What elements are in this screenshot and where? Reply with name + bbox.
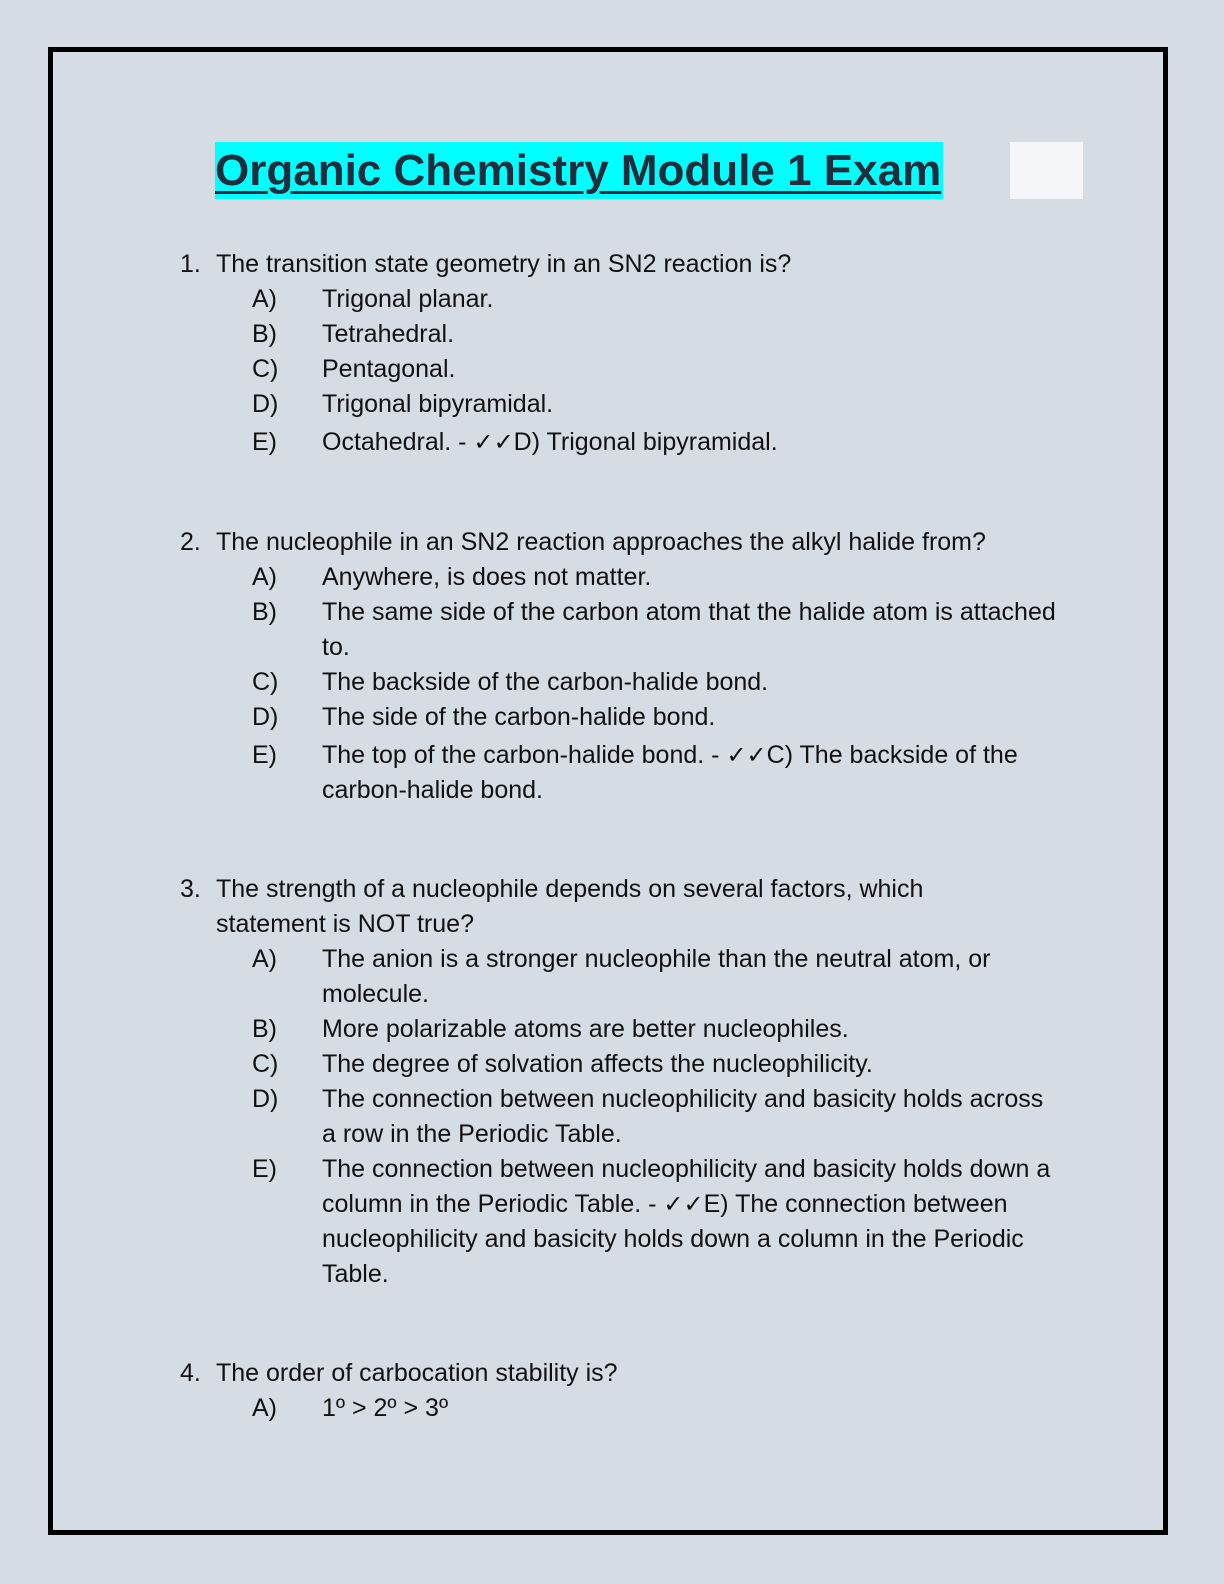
option-b <box>252 317 1080 352</box>
option-text: The top of the carbon-halide bond. - <box>322 741 727 769</box>
option-text: Octahedral. - <box>322 428 474 456</box>
option-letter: C) <box>252 355 279 383</box>
option-letter: D) <box>252 390 279 418</box>
double-check-icon: ✓✓ <box>473 428 514 456</box>
question-number: 3. <box>180 875 201 903</box>
option-text: More polarizable atoms are better nucleophiles. <box>322 1015 849 1043</box>
option-c <box>252 1047 1080 1082</box>
option-text-with-answer <box>322 738 1057 808</box>
option-letter: E) <box>252 428 277 456</box>
option-letter: D) <box>252 1085 279 1113</box>
title-block <box>215 142 1083 199</box>
answer-text: D) Trigonal bipyramidal. <box>513 428 778 456</box>
option-text: The degree of solvation affects the nucleophilicity. <box>322 1050 873 1078</box>
option-letter: E) <box>252 1155 277 1183</box>
question-2 <box>180 525 1080 808</box>
option-a <box>252 282 1080 317</box>
option-d <box>252 387 1080 422</box>
option-text-with-answer <box>322 1152 1057 1292</box>
option-a <box>252 560 1080 595</box>
title-blank-box <box>1010 142 1083 199</box>
question-3 <box>180 872 1080 1292</box>
option-letter: D) <box>252 703 279 731</box>
option-a <box>252 1391 1080 1426</box>
option-letter: C) <box>252 668 279 696</box>
option-text: The anion is a stronger nucleophile than the neutral atom, or molecule. <box>322 945 991 1008</box>
option-b <box>252 595 1080 665</box>
question-1 <box>180 247 1080 460</box>
option-text: The connection between nucleophilicity and basicity holds across a row in the Periodic Table. <box>322 1085 1044 1148</box>
double-check-icon: ✓✓ <box>663 1190 704 1218</box>
option-text: The same side of the carbon atom that the halide atom is attached to. <box>322 598 1056 661</box>
question-number: 2. <box>180 528 201 556</box>
option-letter: A) <box>252 1394 277 1422</box>
option-text: 1º > 2º > 3º <box>322 1394 449 1422</box>
question-number: 1. <box>180 250 201 278</box>
option-a <box>252 942 1080 1012</box>
option-letter: B) <box>252 320 277 348</box>
question-text: The strength of a nucleophile depends on several factors, which statement is NOT true? <box>216 875 924 938</box>
option-text-with-answer <box>322 425 1057 460</box>
option-text: Anywhere, is does not matter. <box>322 563 652 591</box>
option-e <box>252 738 1080 808</box>
question-4 <box>180 1356 1080 1426</box>
option-d <box>252 700 1080 735</box>
question-text: The transition state geometry in an SN2 reaction is? <box>216 250 792 278</box>
double-check-icon: ✓✓ <box>726 741 767 769</box>
option-letter: B) <box>252 1015 277 1043</box>
option-letter: A) <box>252 563 277 591</box>
option-text: Trigonal bipyramidal. <box>322 390 554 418</box>
option-b <box>252 1012 1080 1047</box>
option-text: Trigonal planar. <box>322 285 494 313</box>
option-letter: B) <box>252 598 277 626</box>
option-e <box>252 425 1080 460</box>
option-text: Pentagonal. <box>322 355 456 383</box>
option-text: The backside of the carbon-halide bond. <box>322 668 769 696</box>
option-letter: E) <box>252 741 277 769</box>
answer-text: E) The connection between nucleophilicity and basicity holds down a column in the Periodic Table. <box>322 1190 1024 1288</box>
option-letter: A) <box>252 945 277 973</box>
option-letter: C) <box>252 1050 279 1078</box>
question-text: The nucleophile in an SN2 reaction approaches the alkyl halide from? <box>216 528 986 556</box>
page-title: Organic Chemistry Module 1 Exam <box>215 142 943 199</box>
option-text: The connection between nucleophilicity and basicity holds down a column in the Periodic Table. - <box>322 1155 1051 1218</box>
question-number: 4. <box>180 1359 201 1387</box>
option-e <box>252 1152 1080 1292</box>
option-text: The side of the carbon-halide bond. <box>322 703 716 731</box>
option-c <box>252 665 1080 700</box>
option-d <box>252 1082 1080 1152</box>
option-letter: A) <box>252 285 277 313</box>
option-text: Tetrahedral. <box>322 320 455 348</box>
option-c <box>252 352 1080 387</box>
question-text: The order of carbocation stability is? <box>216 1359 618 1387</box>
answer-text: C) The backside of the carbon-halide bond. <box>322 741 1018 804</box>
